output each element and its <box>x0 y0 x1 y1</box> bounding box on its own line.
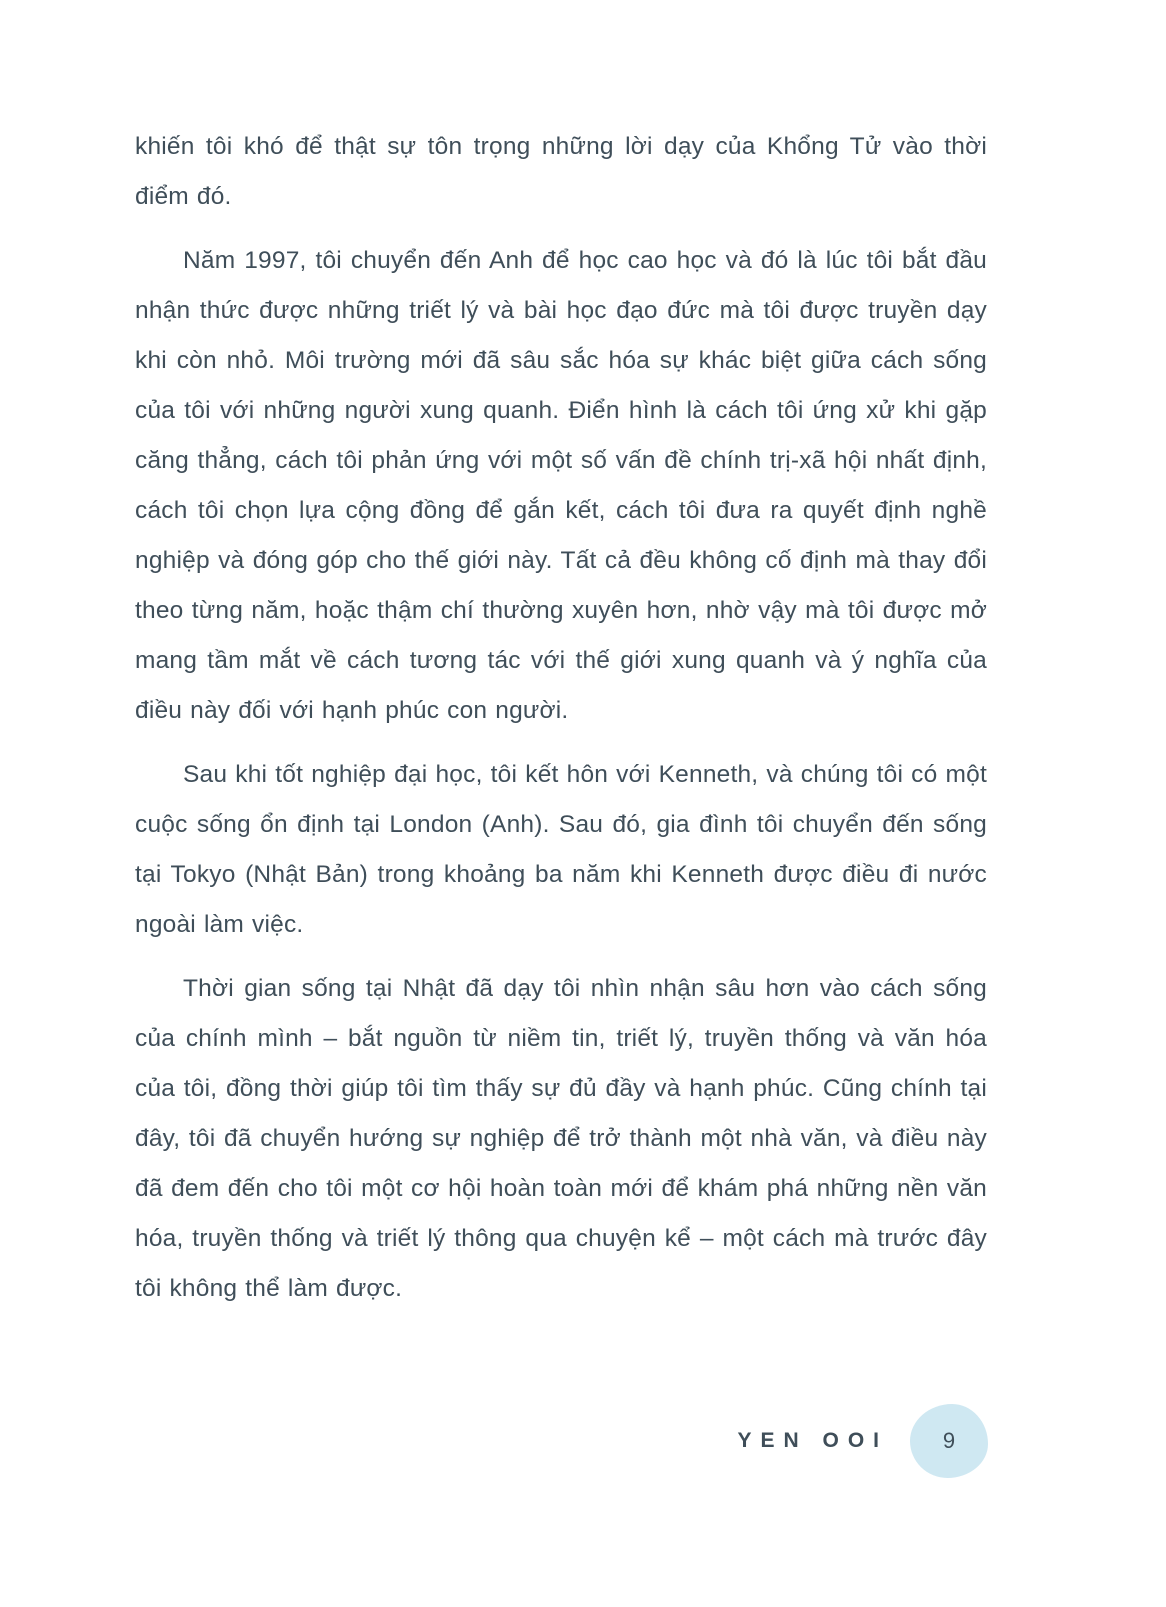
paragraph: Sau khi tốt nghiệp đại học, tôi kết hôn với Kenneth, và chúng tôi có một cuộc sống ổn định tại London (Anh). Sau đó, gia đình tôi chuyển đến sống tại Tokyo (Nhật Bản) trong khoảng ba năm khi Kenneth được điều đi nước ngoài làm việc. <box>135 761 987 938</box>
paragraph: Năm 1997, tôi chuyển đến Anh để học cao học và đó là lúc tôi bắt đầu nhận thức được những triết lý và bài học đạo đức mà tôi được truyền dạy khi còn nhỏ. Môi trường mới đã sâu sắc hóa sự khác biệt giữa cách sống của tôi với những người xung quanh. Điển hình là cách tôi ứng xử khi gặp căng thẳng, cách tôi phản ứng với một số vấn đề chính trị-xã hội nhất định, cách tôi chọn lựa cộng đồng để gắn kết, cách tôi đưa ra quyết định nghề nghiệp và đóng góp cho thế giới này. Tất cả đều không cố định mà thay đổi theo từng năm, hoặc thậm chí thường xuyên hơn, nhờ vậy mà tôi được mở mang tầm mắt về cách tương tác với thế giới xung quanh và ý nghĩa của điều này đối với hạnh phúc con người. <box>135 247 987 724</box>
page-footer <box>737 1404 988 1478</box>
paragraph-continuation: khiến tôi khó để thật sự tôn trọng những lời dạy của Khổng Tử vào thời điểm đó. <box>135 133 987 210</box>
page-body-text <box>135 122 987 1328</box>
paragraph: Thời gian sống tại Nhật đã dạy tôi nhìn nhận sâu hơn vào cách sống của chính mình – bắt nguồn từ niềm tin, triết lý, truyền thống và văn hóa của tôi, đồng thời giúp tôi tìm thấy sự đủ đầy và hạnh phúc. Cũng chính tại đây, tôi đã chuyển hướng sự nghiệp để trở thành một nhà văn, và điều này đã đem đến cho tôi một cơ hội hoàn toàn mới để khám phá những nền văn hóa, truyền thống và triết lý thông qua chuyện kể – một cách mà trước đây tôi không thể làm được. <box>135 975 987 1302</box>
author-name: YEN OOI <box>737 1429 888 1452</box>
page-number-blob <box>910 1404 988 1478</box>
page-number: 9 <box>942 1428 956 1453</box>
